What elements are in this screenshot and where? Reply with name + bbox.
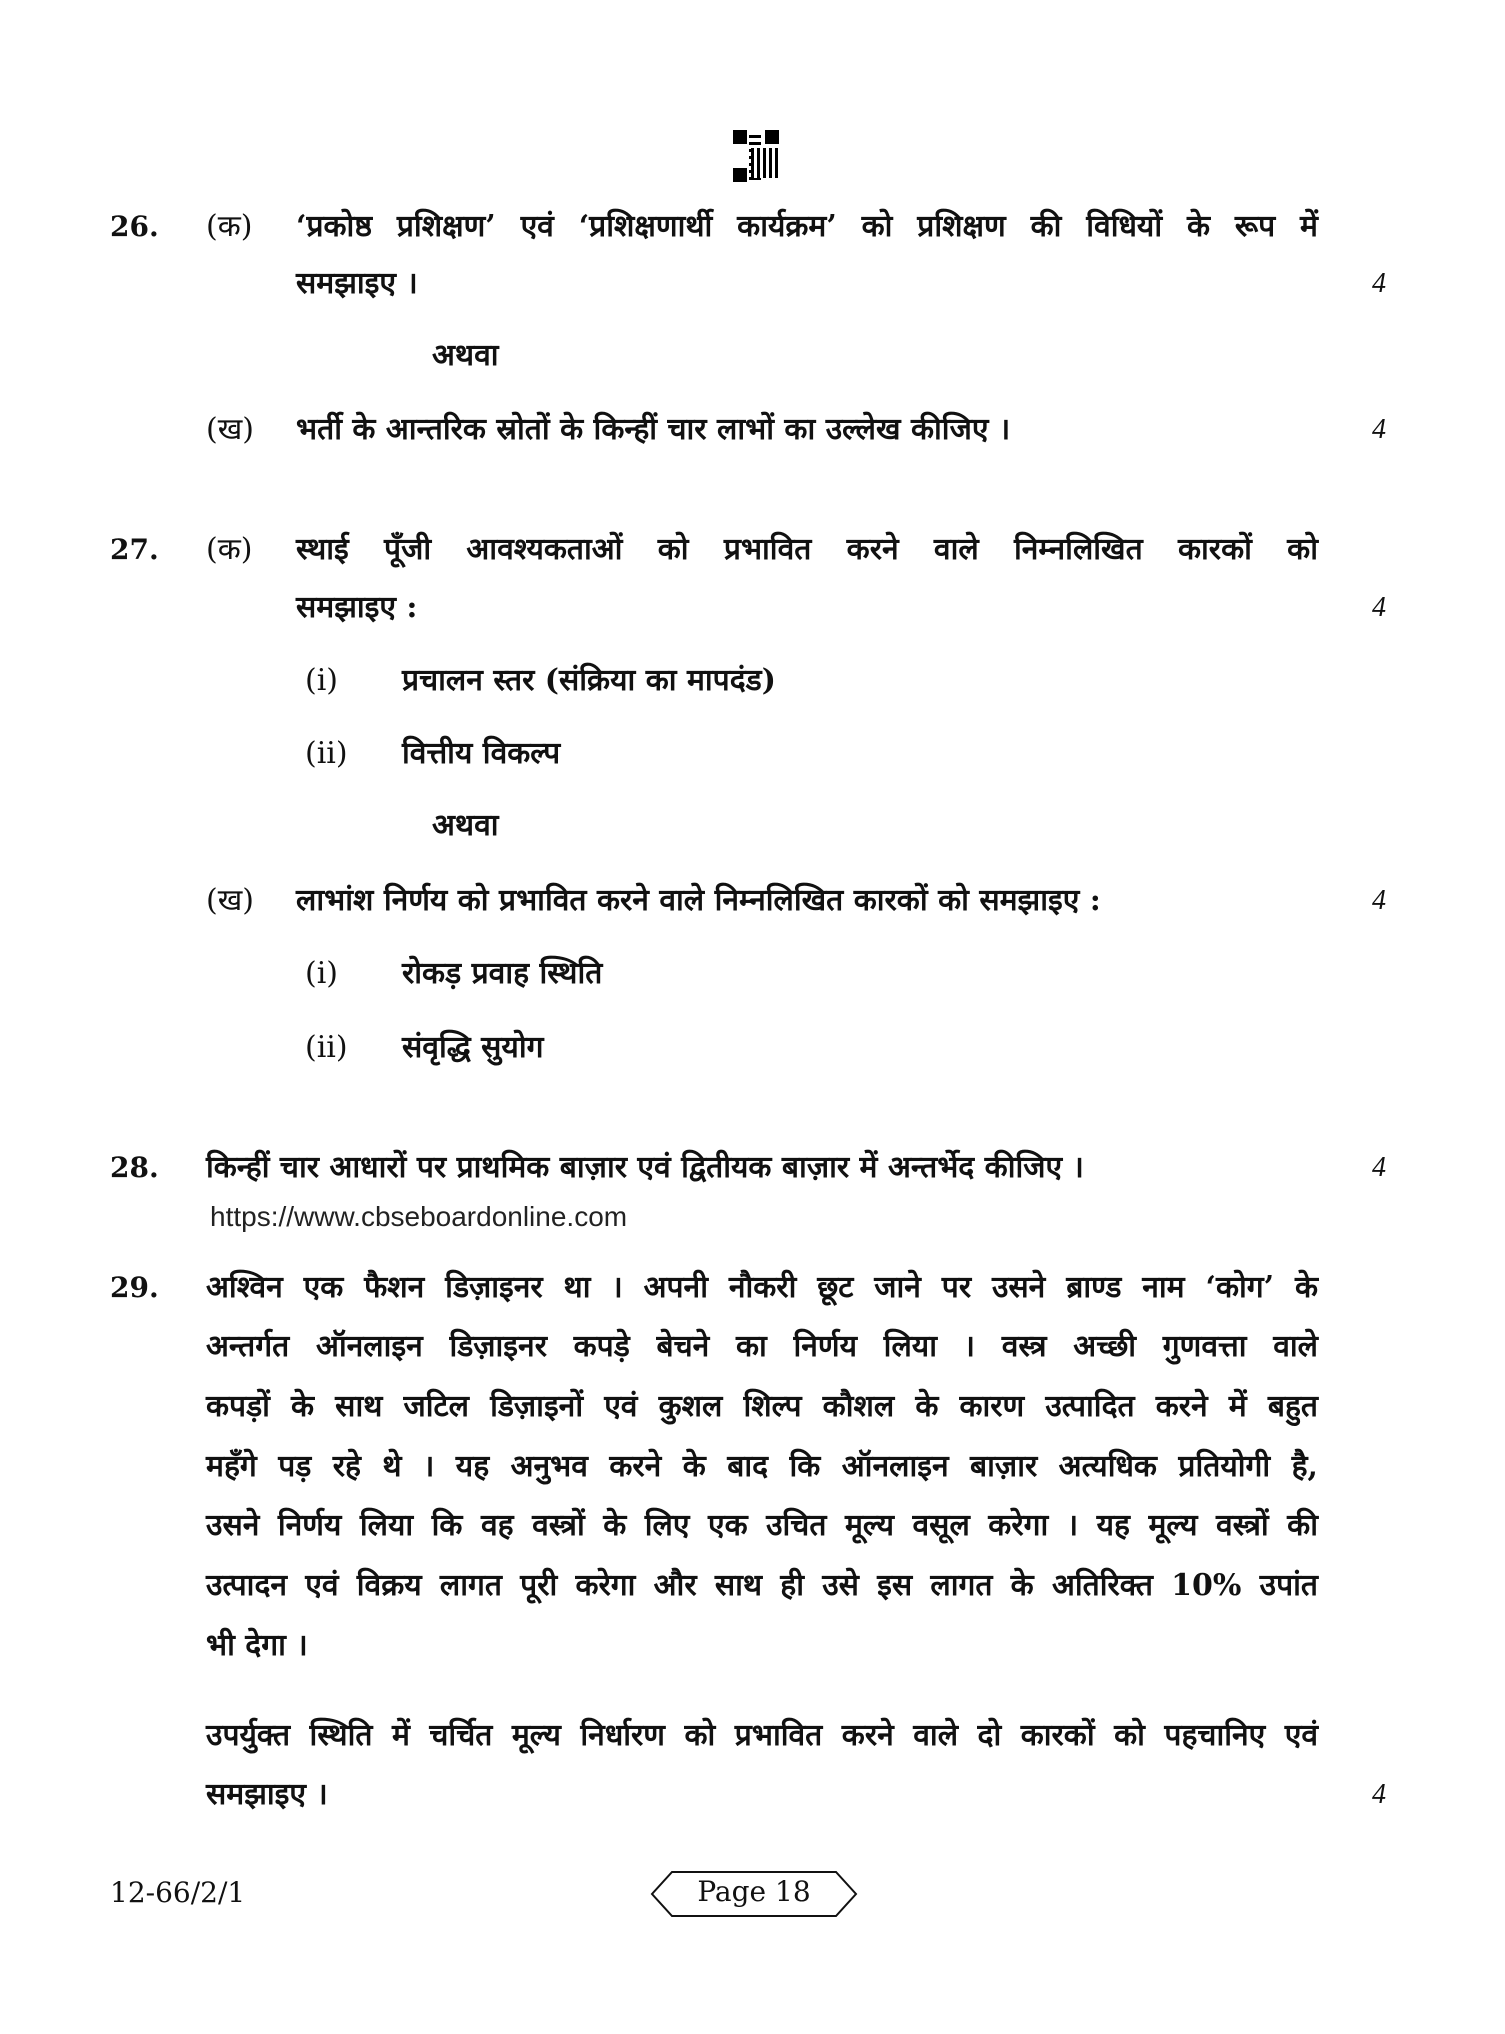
sub-item-label: (ii)	[305, 1030, 348, 1065]
question-number: 26.	[110, 210, 159, 243]
sub-item-label: (i)	[305, 663, 339, 698]
or-separator: अथवा	[432, 338, 499, 373]
question-text: स्थाई पूँजी आवश्यकताओं को प्रभावित करने वाले निम्नलिखित कारकों को	[296, 532, 1318, 567]
case-text: कपड़ों के साथ जटिल डिज़ाइनों एवं कुशल शिल्प कौशल के कारण उत्पादित करने में बहुत	[206, 1389, 1318, 1424]
case-text: उत्पादन एवं विक्रय लागत पूरी करेगा और साथ ही उसे इस लागत के अतिरिक्त 10% उपांत	[206, 1568, 1318, 1603]
case-text: उसने निर्णय लिया कि वह वस्त्रों के लिए एक उचित मूल्य वसूल करेगा । यह मूल्य वस्त्रों की	[206, 1508, 1318, 1543]
option-label: (क)	[206, 209, 253, 244]
marks: 4	[1372, 885, 1386, 916]
sub-item-text: रोकड़ प्रवाह स्थिति	[402, 956, 603, 991]
question-number: 29.	[110, 1271, 159, 1304]
question-text: ‘प्रकोष्ठ प्रशिक्षण’ एवं ‘प्रशिक्षणार्थी कार्यक्रम’ को प्रशिक्षण की विधियों के रूप में	[296, 209, 1318, 244]
question-text: लाभांश निर्णय को प्रभावित करने वाले निम्नलिखित कारकों को समझाइए :	[296, 883, 1101, 918]
marks: 4	[1372, 1779, 1386, 1810]
option-label: (क)	[206, 532, 253, 567]
sub-item-text: संवृद्धि सुयोग	[402, 1030, 544, 1065]
marks: 4	[1372, 414, 1386, 445]
question-text: समझाइए ।	[206, 1777, 328, 1812]
question-number: 28.	[110, 1151, 159, 1184]
question-text: उपर्युक्त स्थिति में चर्चित मूल्य निर्धारण को प्रभावित करने वाले दो कारकों को पहचानिए एवं	[206, 1718, 1318, 1753]
case-text: अन्तर्गत ऑनलाइन डिज़ाइनर कपड़े बेचने का निर्णय लिया । वस्त्र अच्छी गुणवत्ता वाले	[206, 1329, 1318, 1364]
question-text: समझाइए ।	[296, 266, 418, 301]
sub-item-label: (ii)	[305, 736, 348, 771]
watermark-url: https://www.cbseboardonline.com	[210, 1201, 628, 1232]
case-text: महँगे पड़ रहे थे । यह अनुभव करने के बाद कि ऑनलाइन बाज़ार अत्यधिक प्रतियोगी है,	[206, 1449, 1318, 1484]
page-label: Page 18	[697, 1875, 811, 1908]
question-text: किन्हीं चार आधारों पर प्राथमिक बाज़ार एवं द्वितीयक बाज़ार में अन्तर्भेद कीजिए ।	[206, 1150, 1084, 1185]
marks: 4	[1372, 1152, 1386, 1183]
sub-item-label: (i)	[305, 956, 339, 991]
marks: 4	[1372, 268, 1386, 299]
qr-code	[733, 130, 779, 182]
sub-item-text: प्रचालन स्तर (संक्रिया का मापदंड)	[402, 663, 776, 698]
question-number: 27.	[110, 533, 159, 566]
sub-item-text: वित्तीय विकल्प	[402, 736, 561, 771]
marks: 4	[1372, 592, 1386, 623]
paper-code: 12-66/2/1	[110, 1876, 246, 1909]
question-text: समझाइए :	[296, 590, 418, 625]
case-text: अश्विन एक फैशन डिज़ाइनर था । अपनी नौकरी छूट जाने पर उसने ब्राण्ड नाम ‘कोग’ के	[206, 1270, 1318, 1305]
question-text: भर्ती के आन्तरिक स्रोतों के किन्हीं चार लाभों का उल्लेख कीजिए ।	[296, 412, 1011, 447]
option-label: (ख)	[206, 883, 254, 918]
case-text: भी देगा ।	[206, 1628, 308, 1663]
page-number	[650, 1870, 858, 1918]
or-separator: अथवा	[432, 808, 499, 843]
option-label: (ख)	[206, 412, 254, 447]
